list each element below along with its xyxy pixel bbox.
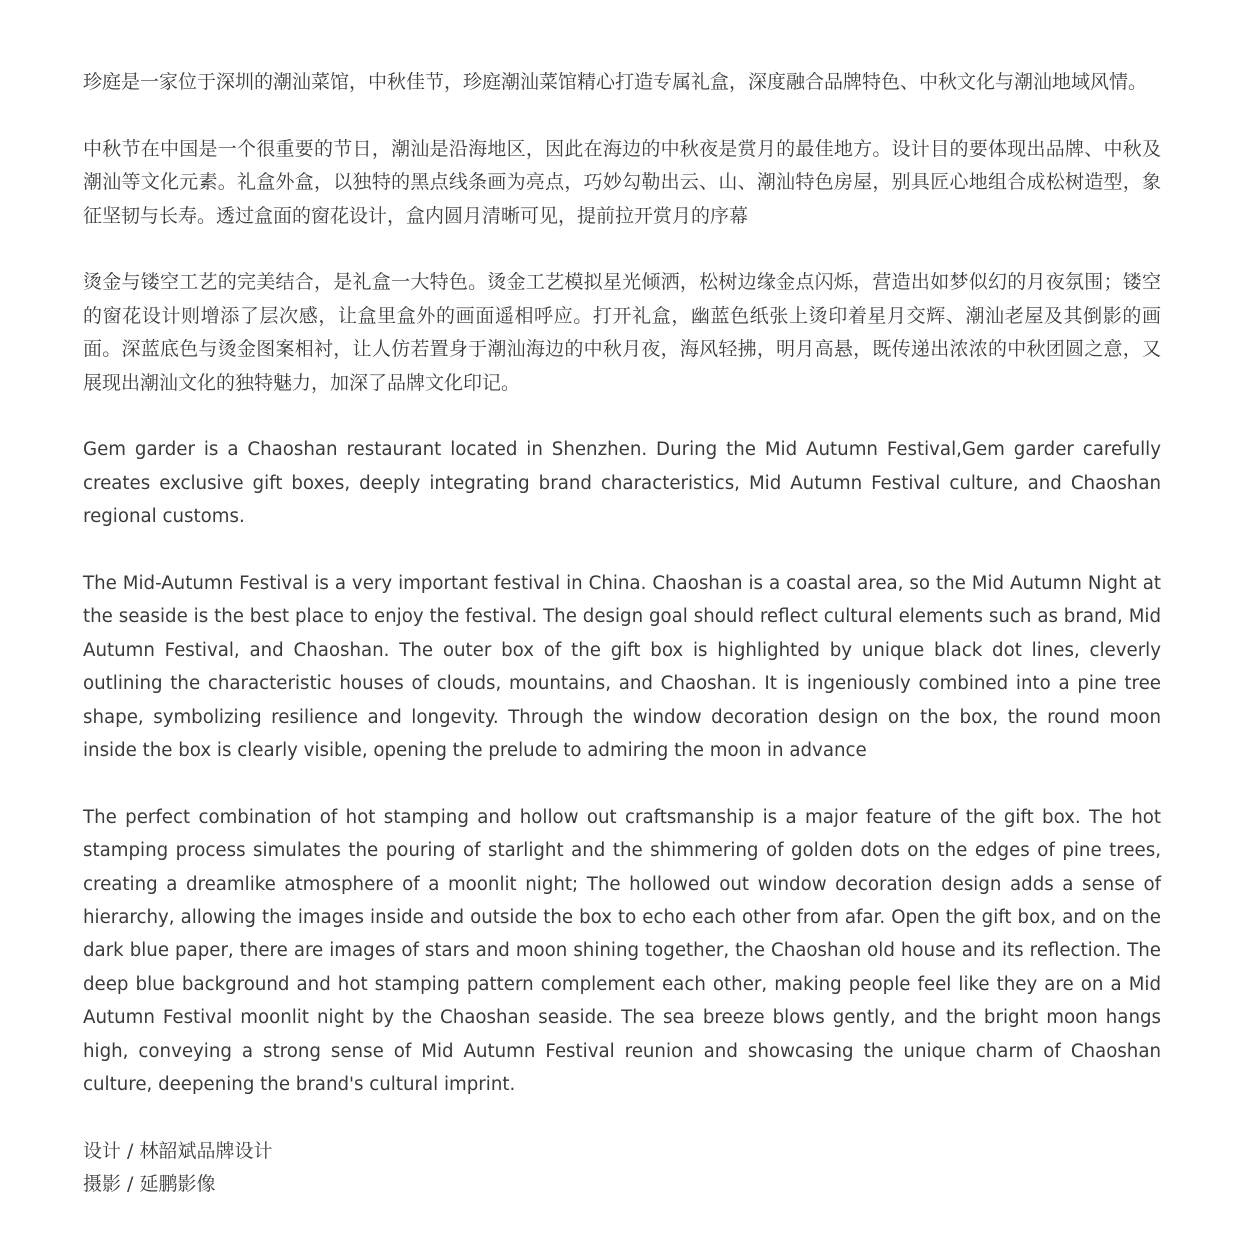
design-credit: 设计 / 林韶斌品牌设计 xyxy=(83,1139,273,1162)
article-body xyxy=(83,66,1161,1202)
intro-paragraph-zh: 珍庭是一家位于深圳的潮汕菜馆，中秋佳节，珍庭潮汕菜馆精心打造专属礼盒，深度融合品牌特色、中秋文化与潮汕地域风情。 xyxy=(83,71,1148,93)
photography-credit: 摄影 / 延鹏影像 xyxy=(83,1173,216,1196)
credits xyxy=(83,1135,1161,1202)
design-paragraph-zh: 中秋节在中国是一个很重要的节日，潮汕是沿海地区，因此在海边的中秋夜是赏月的最佳地方。设计目的要体现出品牌、中秋及潮汕等文化元素。礼盒外盒，以独特的黑点线条画为亮点，巧妙勾勒出云、山、潮汕特色房屋，别具匠心地组合成松树造型，象征坚韧与长寿。透过盒面的窗花设计，盒内圆月清晰可见，提前拉开赏月的序幕 xyxy=(83,137,1161,227)
craft-paragraph-zh: 烫金与镂空工艺的完美结合，是礼盒一大特色。烫金工艺模拟星光倾洒，松树边缘金点闪烁，营造出如梦似幻的月夜氛围；镂空的窗花设计则增添了层次感，让盒里盒外的画面遥相呼应。打开礼盒，幽蓝色纸张上烫印着星月交辉、潮汕老屋及其倒影的画面。深蓝底色与烫金图案相衬，让人仿若置身于潮汕海边的中秋月夜，海风轻拂，明月高悬，既传递出浓浓的中秋团圆之意，又展现出潮汕文化的独特魅力，加深了品牌文化印记。 xyxy=(83,271,1161,394)
craft-paragraph-en: The perfect combination of hot stamping and hollow out craftsmanship is a major feature of the gift box. The hot stamping process simulates the pouring of starlight and the shimmering of golden dots on the edges of pine trees, creating a dreamlike atmosphere of a moonlit night; The hollowed out window decoration design adds a sense of hierarchy, allowing the images inside and outside the box to echo each other from afar. Open the gift box, and on the dark blue paper, there are images of stars and moon shining together, the Chaoshan old house and its reflection. The deep blue background and hot stamping pattern complement each other, making people feel like they are on a Mid Autumn Festival moonlit night by the Chaoshan seaside. The sea breeze blows gently, and the bright moon hangs high, conveying a strong sense of Mid Autumn Festival reunion and showcasing the unique charm of Chaoshan culture, deepening the brand's cultural imprint. xyxy=(83,806,1161,1096)
intro-paragraph-en: Gem garder is a Chaoshan restaurant located in Shenzhen. During the Mid Autumn Festival,Gem garder carefully creates exclusive gift boxes, deeply integrating brand characteristics, Mid Autumn Festival culture, and Chaoshan regional customs. xyxy=(83,439,1161,528)
design-paragraph-en: The Mid-Autumn Festival is a very important festival in China. Chaoshan is a coastal area, so the Mid Autumn Night at the seaside is the best place to enjoy the festival. The design goal should reflect cultural elements such as brand, Mid Autumn Festival, and Chaoshan. The outer box of the gift box is highlighted by unique black dot lines, cleverly outlining the characteristic houses of clouds, mountains, and Chaoshan. It is ingeniously combined into a pine tree shape, symbolizing resilience and longevity. Through the window decoration design on the box, the round moon inside the box is clearly visible, opening the prelude to admiring the moon in advance xyxy=(83,573,1161,762)
